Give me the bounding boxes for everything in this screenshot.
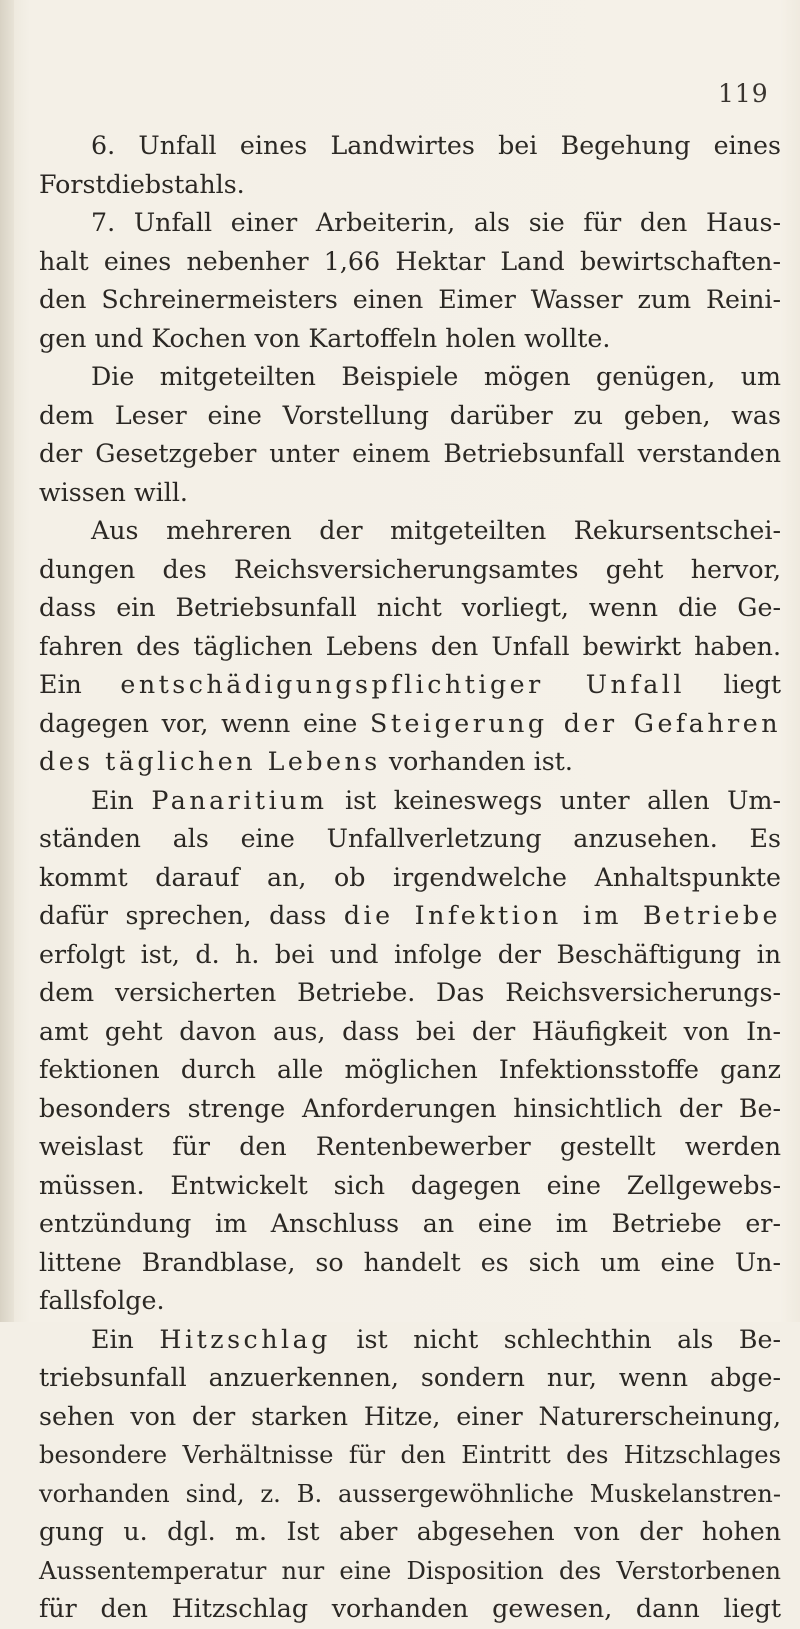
text-line (39, 782, 781, 821)
text-line (39, 166, 781, 205)
text-segment: fallsfolge. (39, 1286, 165, 1315)
text-segment: Ein (91, 1324, 160, 1354)
text-line (39, 1321, 781, 1360)
text-line (39, 1128, 781, 1167)
text-line (39, 1398, 781, 1437)
text-segment: 7. Unfall einer Arbeiterin, als sie für den Haus- (91, 208, 781, 237)
text-segment: weislast für den Rentenbewerber gestellt werden (39, 1132, 781, 1161)
text-line (39, 551, 781, 590)
text-line (39, 1513, 781, 1552)
text-line (39, 1436, 781, 1475)
text-segment: ist keineswegs unter allen Um- (327, 785, 781, 815)
text-line (39, 974, 781, 1013)
text-segment: Ein (39, 670, 121, 699)
text-line (39, 1167, 781, 1206)
text-segment: wissen will. (39, 477, 188, 507)
text-segment: dass ein Betriebsunfall nicht vorliegt, wenn die Ge- (39, 593, 781, 622)
text-segment: littene Brandblase, so handelt es sich um eine Un- (39, 1247, 781, 1277)
text-segment: besonders strenge Anforderungen hinsichtlich der Be- (39, 1093, 781, 1123)
page-number: 119 (718, 79, 769, 108)
text-segment: liegt (684, 670, 781, 699)
text-segment: dem versicherten Betriebe. Das Reichsversicherungs- (39, 978, 781, 1007)
text-line (39, 589, 781, 628)
text-segment: Aus mehreren der mitgeteilten Rekursentschei- (91, 516, 781, 545)
body-text (39, 127, 781, 1629)
text-segment: erfolgt ist, d. h. bei und infolge der Beschäftigung in (39, 939, 781, 969)
text-line (39, 897, 781, 936)
text-segment: Forstdiebstahls. (39, 169, 245, 199)
text-segment: gen und Kochen von Kartoffeln holen wollte. (39, 323, 611, 353)
text-line (39, 435, 781, 474)
text-segment: Ein (91, 785, 152, 815)
text-line (39, 743, 781, 782)
text-segment: vorhanden ist. (380, 747, 573, 776)
text-line (39, 705, 781, 744)
text-line (39, 1051, 781, 1090)
text-line (39, 474, 781, 513)
text-line (39, 1282, 781, 1321)
text-line (39, 820, 781, 859)
text-segment: gung u. dgl. m. Ist aber abgesehen von der hohen (39, 1517, 781, 1546)
text-segment: kommt darauf an, ob irgendwelche Anhaltspunkte (39, 862, 781, 892)
text-segment: für den Hitzschlag vorhanden gewesen, dann liegt (39, 1594, 781, 1623)
text-segment: 6. Unfall eines Landwirtes bei Begehung eines (91, 131, 781, 160)
text-segment: der Gesetzgeber unter einem Betriebsunfall verstanden (39, 439, 781, 468)
text-segment: den Schreinermeisters einen Eimer Wasser zum Reini- (39, 285, 781, 314)
text-segment: halt eines nebenher 1,66 Hektar Land bewirtschaften- (39, 246, 781, 276)
text-segment: Die mitgeteilten Beispiele mögen genügen, um (91, 362, 781, 391)
emphasized-text: des täglichen Lebens (39, 747, 381, 776)
text-line (39, 127, 781, 166)
text-line (39, 512, 781, 551)
text-segment: ist nicht schlechthin als Be- (330, 1324, 781, 1354)
text-line (39, 397, 781, 436)
text-line (39, 1244, 781, 1283)
emphasized-text: Hitzschlag (159, 1324, 331, 1354)
emphasized-text: Panaritium (151, 785, 328, 815)
text-line (39, 1359, 781, 1398)
text-line (39, 936, 781, 975)
text-line (39, 204, 781, 243)
emphasized-text: Steigerung der Gefahren (370, 708, 782, 738)
text-segment: Aussentemperatur nur eine Disposition des Verstorbenen (39, 1556, 781, 1585)
text-line (39, 243, 781, 282)
text-segment: fektionen durch alle möglichen Infektionsstoffe ganz (39, 1055, 781, 1084)
text-line (39, 320, 781, 359)
text-line (39, 628, 781, 667)
text-line (39, 1205, 781, 1244)
text-line (39, 358, 781, 397)
text-segment: ständen als eine Unfallverletzung anzusehen. Es (39, 824, 781, 853)
text-line (39, 1590, 781, 1629)
text-segment: entzündung im Anschluss an eine im Betriebe er- (39, 1209, 781, 1238)
text-segment: dafür sprechen, dass (39, 901, 344, 930)
text-segment: triebsunfall anzuerkennen, sondern nur, wenn abge- (39, 1363, 781, 1392)
text-line (39, 859, 781, 898)
text-segment: dungen des Reichsversicherungsamtes geht hervor, (39, 554, 781, 584)
text-segment: vorhanden sind, z. B. aussergewöhnliche Muskelanstren- (39, 1479, 781, 1508)
text-segment: müssen. Entwickelt sich dagegen eine Zellgewebs- (39, 1170, 781, 1200)
text-line (39, 1475, 781, 1514)
text-line (39, 281, 781, 320)
text-segment: besondere Verhältnisse für den Eintritt des Hitzschlages (39, 1441, 781, 1469)
emphasized-text: die Infektion im Betriebe (343, 901, 781, 930)
text-segment: amt geht davon aus, dass bei der Häufigkeit von In- (39, 1016, 781, 1046)
text-segment: dem Leser eine Vorstellung darüber zu geben, was (39, 400, 781, 430)
page-binding-edge (0, 0, 14, 1322)
text-line (39, 1090, 781, 1129)
emphasized-text: entschädigungspflichtiger Unfall (120, 670, 685, 699)
text-segment: dagegen vor, wenn eine (39, 708, 371, 738)
text-segment: sehen von der starken Hitze, einer Naturerscheinung, (39, 1401, 781, 1431)
text-segment: fahren des täglichen Lebens den Unfall bewirkt haben. (39, 631, 781, 661)
text-line (39, 666, 781, 705)
text-line (39, 1013, 781, 1052)
text-line (39, 1552, 781, 1591)
